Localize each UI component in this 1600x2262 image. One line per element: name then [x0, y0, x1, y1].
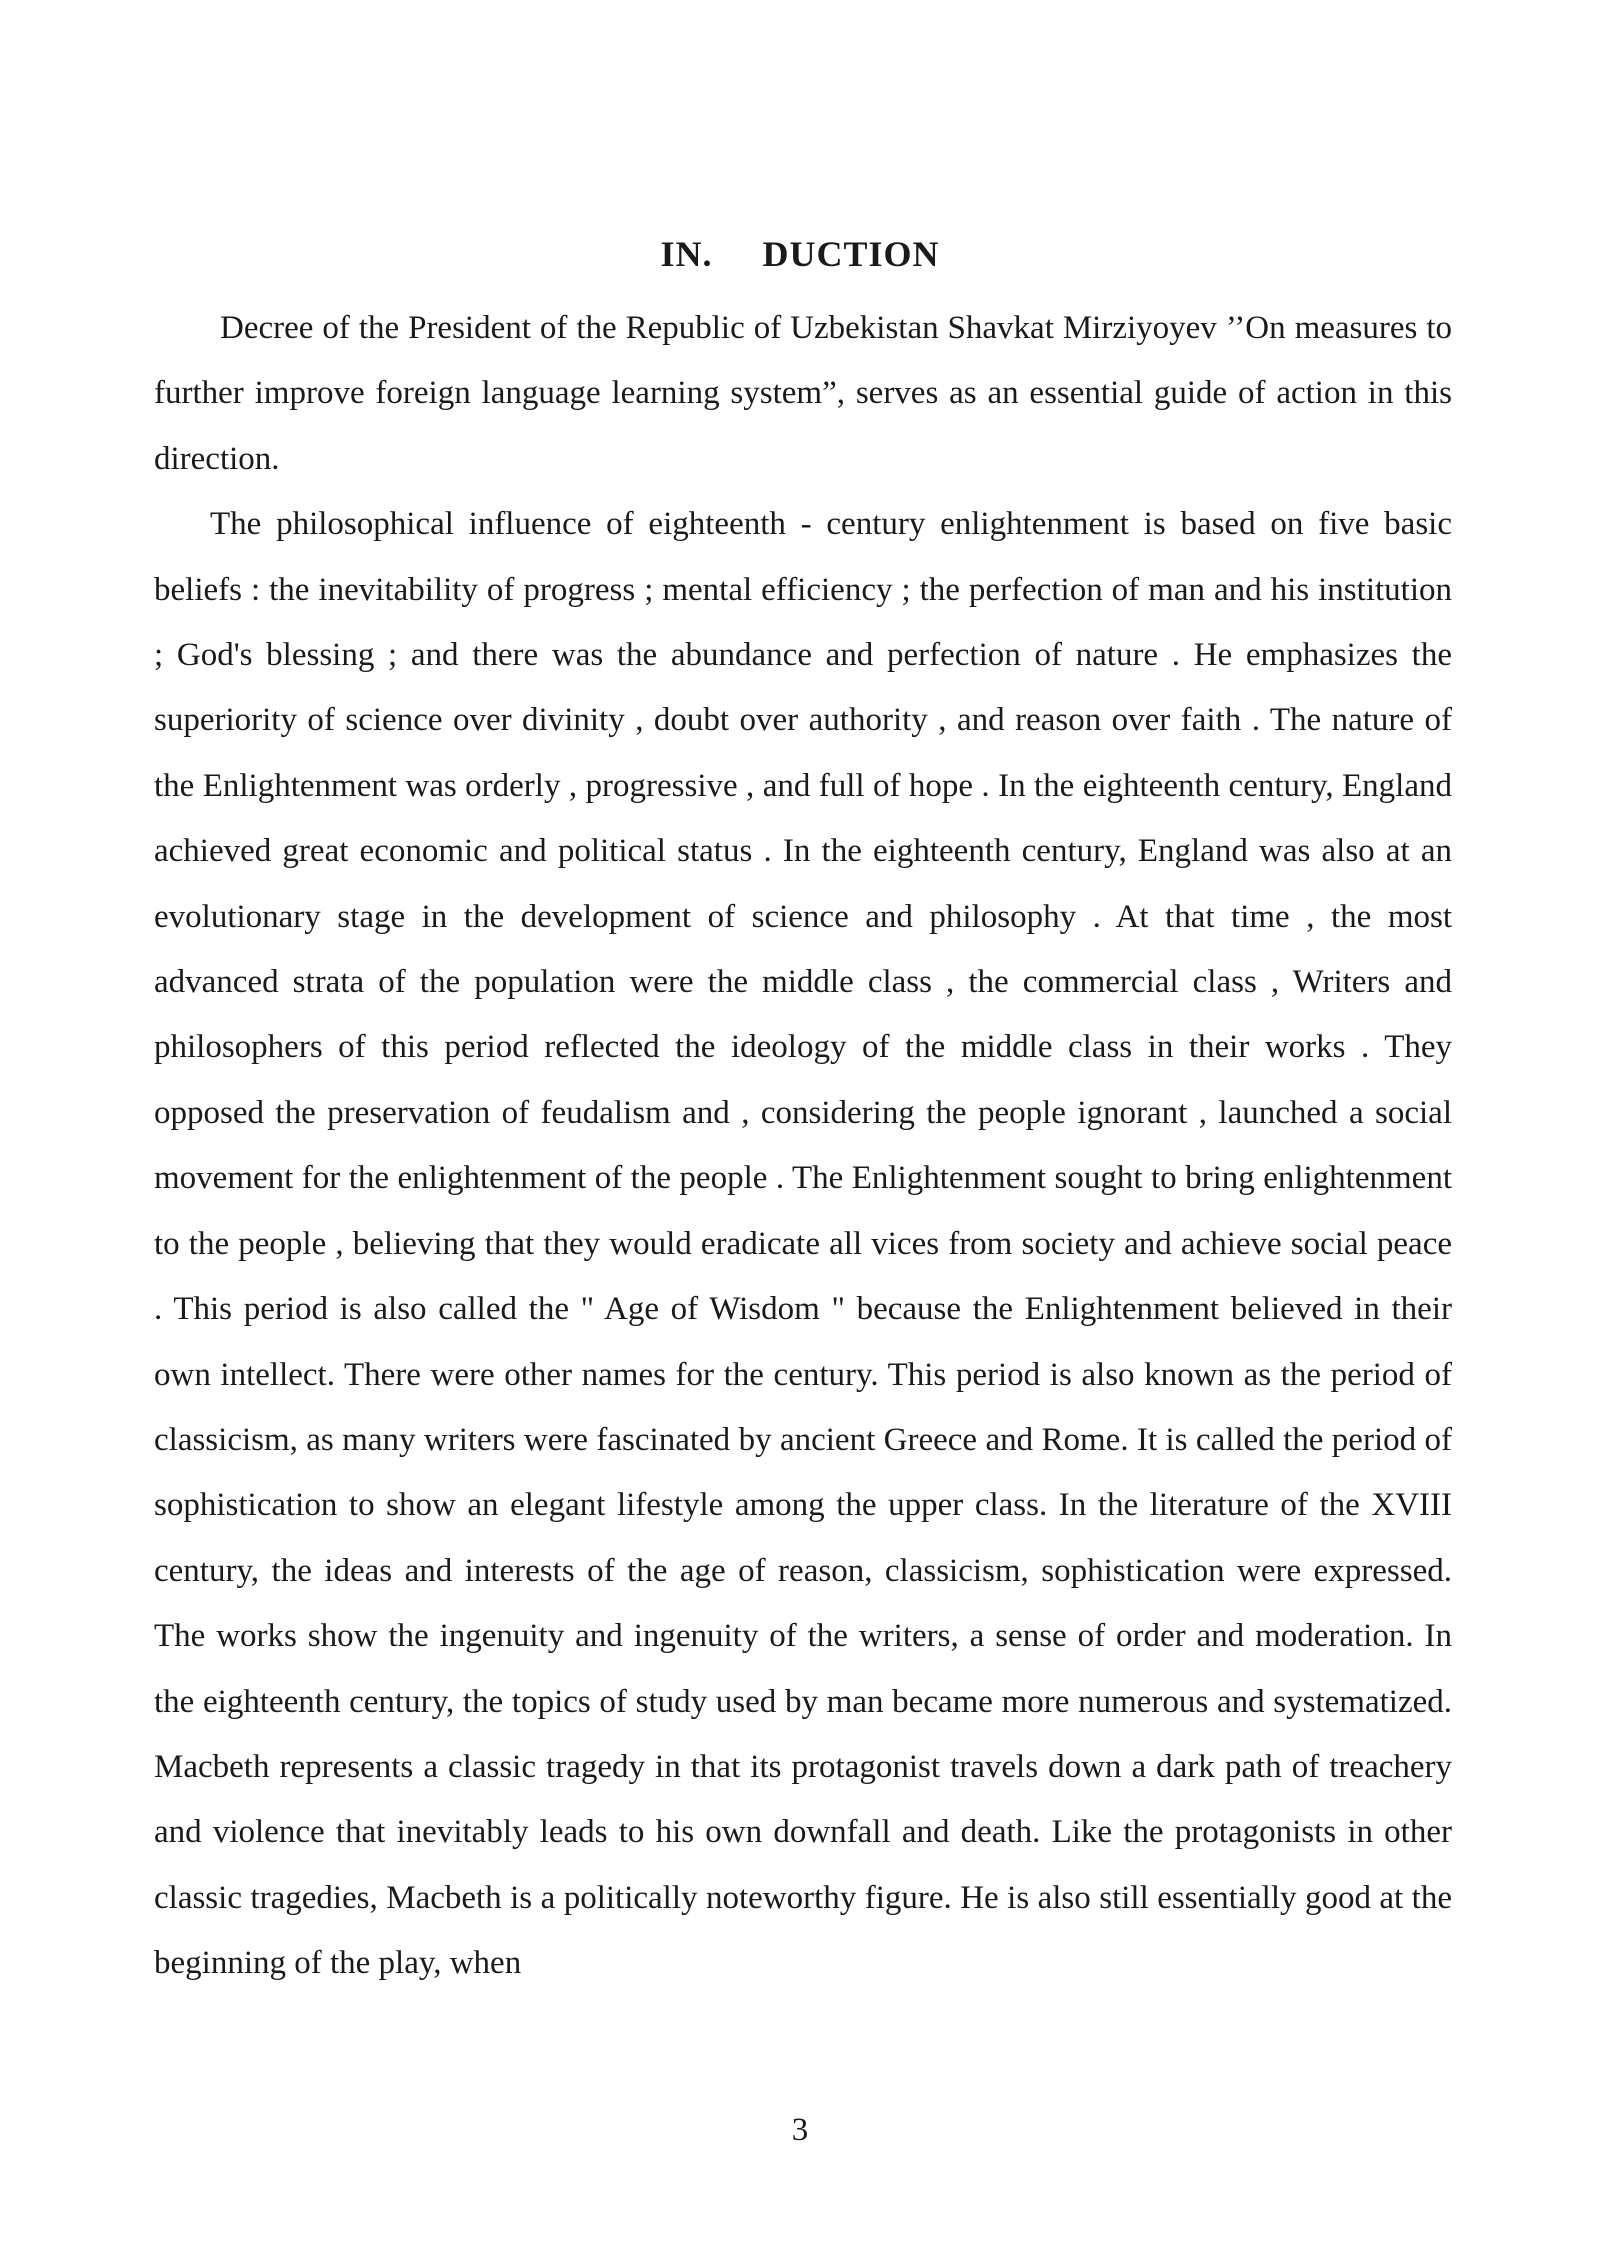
section-heading: IN. DUCTION [660, 234, 940, 274]
page-number: 3 [791, 2112, 809, 2148]
paragraph-enlightenment: The philosophical influence of eighteenth - century enlightenment is based on five basic beliefs : the inevitability of progress ; mental efficiency ; the perfection of man and his institution ; God's blessing ; and there was the abundance and perfection of nature . He emphasizes the superiority of science over divinity , doubt over authority , and reason over faith . The nature of the Enlightenment was orderly , progressive , and full of hope . In the eighteenth century, England achieved great economic and political status . In the eighteenth century, England was also at an evolutionary stage in the development of science and philosophy . At that time , the most advanced strata of the population were the middle class , the commercial class , Writers and philosophers of this period reflected the ideology of the middle class in their works . They opposed the preservation of feudalism and , considering the people ignorant , launched a social movement for the enlightenment of the people . The Enlightenment sought to bring enlightenment to the people , believing that they would eradicate all vices from society and achieve social peace . This period is also called the " Age of Wisdom " because the Enlightenment believed in their own intellect. There were other names for the century. This period is also known as the period of classicism, as many writers were fascinated by ancient Greece and Rome. It is called the period of sophistication to show an elegant lifestyle among the upper class. In the literature of the XVIII century, the ideas and interests of the age of reason, classicism, sophistication were expressed. The works show the ingenuity and ingenuity of the writers, a sense of order and moderation. In the eighteenth century, the topics of study used by man became more numerous and systematized. Macbeth represents a classic tragedy in that its protagonist travels down a dark path of treachery and violence that inevitably leads to his own downfall and death. Like the protagonists in other classic tragedies, Macbeth is a politically noteworthy figure. He is also still essentially good at the beginning of the play, when [154, 506, 1452, 1982]
paragraph-decree: Decree of the President of the Republic of Uzbekistan Shavkat Mirziyoyev ’’On measures to further improve foreign language learning system”, serves as an essential guide of action in this direction. [154, 310, 1452, 477]
body-text [154, 296, 1452, 1997]
